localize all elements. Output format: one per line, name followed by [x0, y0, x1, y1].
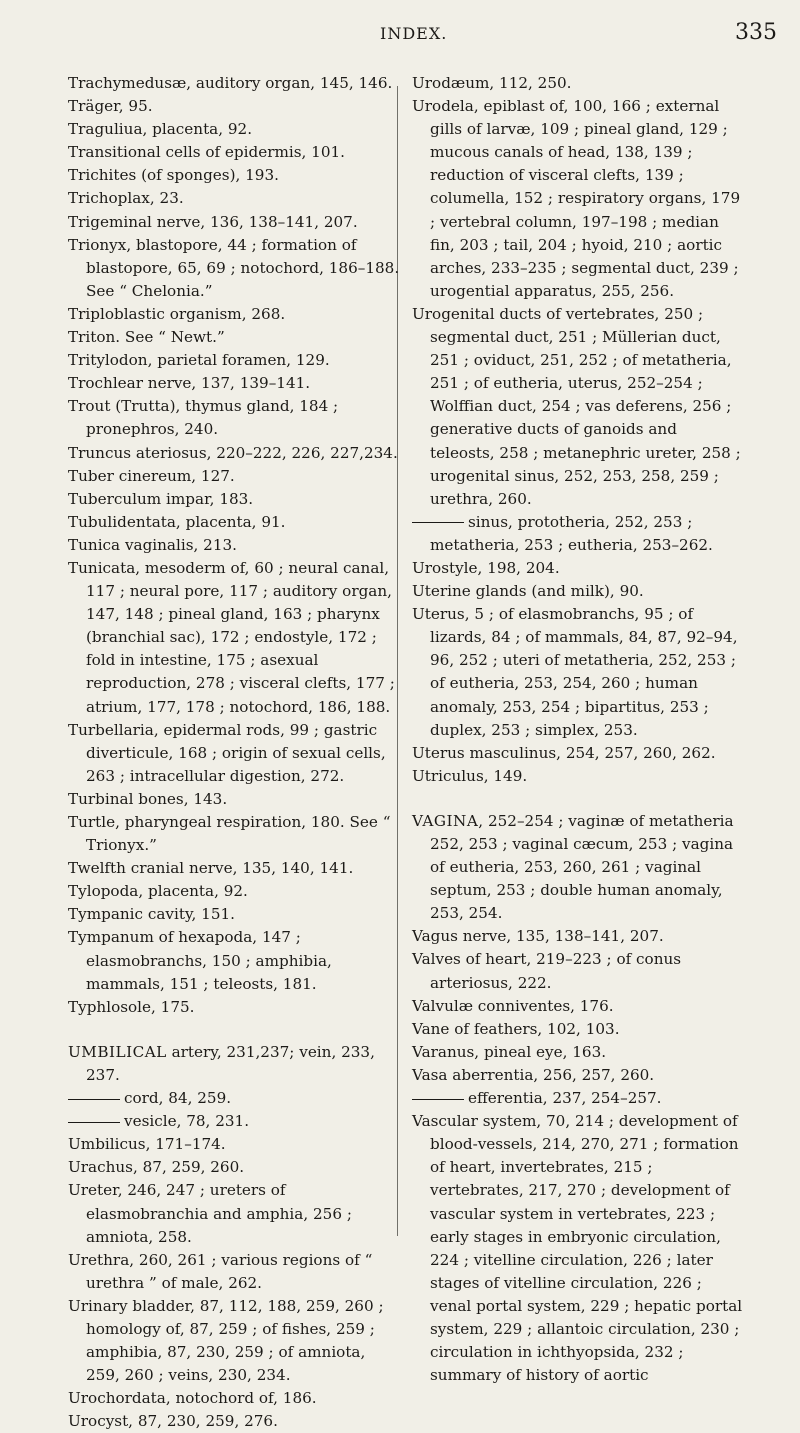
entry-head-umbilical: UMBILICAL [68, 1042, 167, 1061]
page-header [0, 16, 800, 56]
ditto-rule [68, 1122, 120, 1123]
index-entry: Trichites (of sponges), 193. [68, 166, 279, 185]
index-entry: Tunicata, mesoderm of, 60 ; neural canal, 117 ; neural pore, 117 ; auditory organ, 147, 148 ; pineal gland, 163 ; pharynx (branchial sac), 172 ; endostyle, 172 ; fold in intestine, 175 ; asexual reproduction, 278 ; visceral clefts, 177 ; atrium, 177, 178 ; notochord, 186, 188. [68, 558, 395, 716]
index-entry-umbilical [68, 1041, 402, 1087]
index-subentry-sinus [412, 511, 746, 557]
index-entry: Turtle, pharyngeal respiration, 180. See “ Trionyx.” [68, 813, 391, 855]
index-column-left [68, 72, 402, 1433]
index-entry: Tympanum of hexapoda, 147 ; elasmobranchs, 150 ; amphibia, mammals, 151 ; teleosts, 181. [68, 928, 332, 993]
index-column-right [412, 72, 746, 1387]
index-entry: Vasa aberrentia, 256, 257, 260. [412, 1065, 655, 1084]
index-entry: Twelfth cranial nerve, 135, 140, 141. [68, 859, 354, 878]
index-entry: Tubulidentata, placenta, 91. [68, 512, 286, 531]
ditto-rule [412, 522, 464, 523]
index-entry: Vascular system, 70, 214 ; development of blood-vessels, 214, 270, 271 ; formation of heart, invertebrates, 215 ; vertebrates, 217, 270 ; development of vascular system in vertebrates, 223 ; early stages in embryonic circulation, 224 ; vitelline circulation, 226 ; later stages of vitelline circulation, 226 ; venal portal system, 229 ; hepatic portal system, 229 ; allantoic circulation, 230 ; circulation in ichthyopsida, 232 ; summary of history of aortic [412, 1112, 743, 1385]
index-entry: Urodela, epiblast of, 100, 166 ; external gills of larvæ, 109 ; pineal gland, 129 ; mucous canals of head, 138, 139 ; reduction of visceral clefts, 139 ; columella, 152 ; respiratory organs, 179 ; vertebral column, 197–198 ; median fin, 203 ; tail, 204 ; hyoid, 210 ; aortic arches, 233–235 ; segmental duct, 239 ; urogential apparatus, 255, 256. [412, 97, 741, 300]
index-entry: Uterus, 5 ; of elasmobranchs, 95 ; of lizards, 84 ; of mammals, 84, 87, 92–94, 96, 252 ; uteri of metatheria, 252, 253 ; of eutheria, 253, 254, 260 ; human anomaly, 253, 254 ; bipartitus, 253 ; duplex, 253 ; simplex, 253. [412, 605, 738, 739]
index-entry: Tuber cinereum, 127. [68, 466, 235, 485]
index-entry: Turbellaria, epidermal rods, 99 ; gastric diverticule, 168 ; origin of sexual cells, 263 ; intracellular digestion, 272. [68, 720, 386, 785]
entry-text: sinus, prototheria, 252, 253 ; metatheria, 253 ; eutheria, 253–262. [430, 512, 713, 554]
index-entry-vagina [412, 810, 746, 925]
entries-u-continued [412, 72, 746, 511]
entries-u-end [412, 557, 746, 788]
entry-text: , 252–254 ; vaginæ of metatheria 252, 253 ; vaginal cæcum, 253 ; vagina of eutheria, 253, 260, 261 ; vaginal septum, 253 ; double human anomaly, 253, 254. [430, 811, 734, 923]
index-subentry-efferentia [412, 1087, 746, 1110]
index-entry: Trout (Trutta), thymus gland, 184 ; pronephros, 240. [68, 397, 339, 439]
section-gap [68, 1019, 402, 1041]
index-entry: Turbinal bones, 143. [68, 789, 228, 808]
index-entry: Vane of feathers, 102, 103. [412, 1019, 620, 1038]
index-entry: Tylopoda, placenta, 92. [68, 882, 248, 901]
entry-text: vesicle, 78, 231. [124, 1112, 250, 1131]
entry-text: efferentia, 237, 254–257. [468, 1089, 662, 1108]
page-number: 335 [735, 20, 777, 45]
index-entry: Traguliua, placenta, 92. [68, 120, 253, 139]
index-entry: Trionyx, blastopore, 44 ; formation of blastopore, 65, 69 ; notochord, 186–188. See “ Chelonia.” [68, 235, 400, 300]
index-entry: Trachymedusæ, auditory organ, 145, 146. [68, 74, 393, 92]
index-entry: Triton. See “ Newt.” [68, 328, 225, 347]
entries-v [412, 925, 746, 1087]
index-entry: Triploblastic organism, 268. [68, 304, 286, 323]
index-entry: Tritylodon, parietal foramen, 129. [68, 351, 330, 370]
index-entry: Valvulæ conniventes, 176. [412, 996, 614, 1015]
index-entry: Vagus nerve, 135, 138–141, 207. [412, 927, 664, 946]
index-entry: Typhlosole, 175. [68, 997, 195, 1016]
entry-text: cord, 84, 259. [124, 1089, 232, 1108]
index-entry: Umbilicus, 171–174. [68, 1135, 226, 1154]
index-entry: Urogenital ducts of vertebrates, 250 ; segmental duct, 251 ; Müllerian duct, 251 ; oviduct, 251, 252 ; of metatheria, 251 ; of eutheria, uterus, 252–254 ; Wolffian duct, 254 ; vas deferens, 256 ; generative ducts of ganoids and teleosts, 258 ; metanephric ureter, 258 ; urogenital sinus, 252, 253, 258, 259 ; urethra, 260. [412, 304, 741, 508]
index-entry: Urochordata, notochord of, 186. [68, 1389, 317, 1408]
index-entry: Trochlear nerve, 137, 139–141. [68, 374, 311, 393]
index-entry: Tunica vaginalis, 213. [68, 535, 237, 554]
index-entry: Urinary bladder, 87, 112, 188, 259, 260 ; homology of, 87, 259 ; of fishes, 259 ; amphibia, 87, 230, 259 ; of amniota, 259, 260 ; veins, 230, 234. [68, 1296, 384, 1385]
entry-head-vagina: VAGINA [412, 811, 479, 830]
index-entry: Urachus, 87, 259, 260. [68, 1158, 245, 1177]
index-entry: Ureter, 246, 247 ; ureters of elasmobranchia and amphia, 256 ; amniota, 258. [68, 1181, 352, 1246]
index-entry: Trichoplax, 23. [68, 189, 184, 208]
entry-text: artery, 231,237; vein, 233, 237. [86, 1042, 375, 1084]
entries-v-continued [412, 1110, 746, 1387]
ditto-rule [412, 1099, 464, 1100]
index-entry: Trigeminal nerve, 136, 138–141, 207. [68, 212, 358, 231]
index-entry: Uterine glands (and milk), 90. [412, 582, 644, 601]
index-entry: Träger, 95. [68, 97, 153, 116]
index-entry: Uterus masculinus, 254, 257, 260, 262. [412, 743, 716, 762]
index-subentry-cord [68, 1087, 402, 1110]
index-entry: Transitional cells of epidermis, 101. [68, 143, 345, 162]
index-entry: Tuberculum impar, 183. [68, 489, 254, 508]
index-entry: Valves of heart, 219–223 ; of conus arteriosus, 222. [412, 950, 682, 992]
index-entry: Urodæum, 112, 250. [412, 74, 572, 92]
ditto-rule [68, 1099, 120, 1100]
section-gap [412, 788, 746, 810]
index-entry: Urocyst, 87, 230, 259, 276. [68, 1412, 278, 1431]
index-entry: Truncus ateriosus, 220–222, 226, 227,234. [68, 443, 398, 462]
entries-t [68, 72, 402, 1019]
index-entry: Utriculus, 149. [412, 766, 528, 785]
index-entry: Urostyle, 198, 204. [412, 558, 560, 577]
index-subentry-vesicle [68, 1110, 402, 1133]
index-entry: Tympanic cavity, 151. [68, 905, 235, 924]
running-head: INDEX. [380, 24, 448, 43]
entries-u [68, 1133, 402, 1433]
index-entry: Varanus, pineal eye, 163. [412, 1042, 607, 1061]
index-entry: Urethra, 260, 261 ; various regions of “ urethra ” of male, 262. [68, 1250, 373, 1292]
